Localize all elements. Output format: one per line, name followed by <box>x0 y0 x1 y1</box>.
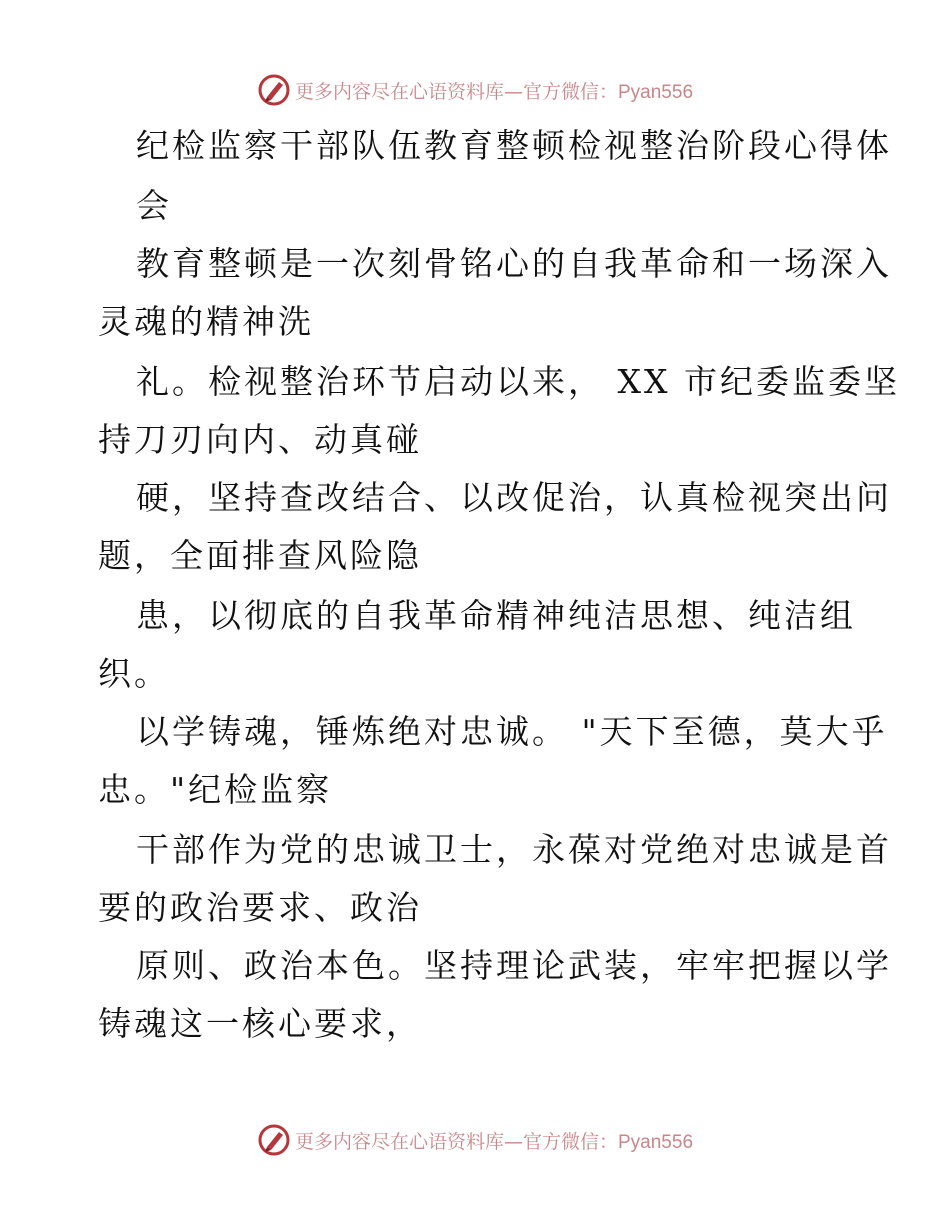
paragraph-line: 原则、政治本色。坚持理论武装，牢牢把握以学 <box>136 946 892 985</box>
paragraph-line: 教育整顿是一次刻骨铭心的自我革命和一场深入 <box>136 244 892 283</box>
paragraph-line: 要的政治要求、政治 <box>98 888 422 927</box>
footer-watermark <box>0 1120 950 1160</box>
paragraph-line: 题，全面排查风险隐 <box>98 536 422 575</box>
paragraph-line: 礼。检视整治环节启动以来， XX 市纪委监委坚 <box>136 362 900 401</box>
watermark-id: Pyan556 <box>618 1131 694 1153</box>
pen-logo-icon <box>257 1123 291 1157</box>
document-title-line: 纪检监察干部队伍教育整顿检视整治阶段心得体 <box>136 126 892 165</box>
watermark-text: 更多内容尽在心语资料库—官方微信：Pyan556 <box>294 1130 694 1153</box>
paragraph-line: 持刀刃向内、动真碰 <box>98 420 422 459</box>
paragraph-line: 干部作为党的忠诚卫士，永葆对党绝对忠诚是首 <box>136 830 892 869</box>
paragraph-line: 铸魂这一核心要求， <box>98 1004 422 1043</box>
paragraph-line: 以学铸魂，锤炼绝对忠诚。 "天下至德，莫大乎 <box>136 712 888 751</box>
paragraph-line: 灵魂的精神洗 <box>98 302 314 341</box>
paragraph-line: 忠。"纪检监察 <box>98 770 333 809</box>
paragraph-line: 硬，坚持查改结合、以改促治，认真检视突出问 <box>136 478 892 517</box>
paragraph-line: 织。 <box>98 654 170 693</box>
paragraph-line: 患，以彻底的自我革命精神纯洁思想、纯洁组 <box>136 596 856 635</box>
document-title-line: 会 <box>136 186 172 225</box>
watermark-id: Pyan556 <box>618 81 694 103</box>
watermark-text: 更多内容尽在心语资料库—官方微信：Pyan556 <box>294 80 694 103</box>
